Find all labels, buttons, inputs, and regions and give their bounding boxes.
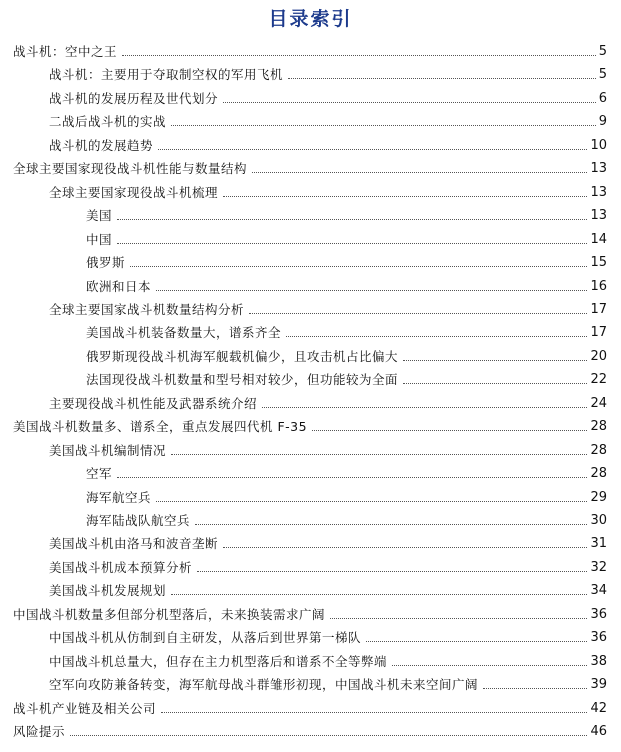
dot-leader (158, 149, 587, 150)
dot-leader (262, 407, 587, 408)
dot-leader (483, 688, 587, 689)
toc-entry-page: 36 (590, 630, 607, 646)
dot-leader (156, 290, 587, 291)
toc-entry-page: 32 (590, 559, 607, 575)
toc-entry[interactable] (49, 390, 607, 412)
dot-leader (171, 454, 587, 455)
toc-entry[interactable] (13, 155, 607, 177)
dot-leader (312, 430, 587, 431)
toc-entry-page: 28 (590, 466, 607, 482)
toc-entry-text: 战斗机产业链及相关公司 (13, 700, 157, 716)
toc-entry-text: 美国战斗机由洛马和波音垄断 (49, 536, 219, 552)
dot-leader (249, 313, 587, 314)
dot-leader (171, 125, 596, 126)
toc-entry-page: 17 (590, 301, 607, 317)
toc-entry[interactable] (86, 249, 607, 271)
toc-entry[interactable] (49, 179, 607, 201)
toc-entry-text: 中国战斗机从仿制到自主研发，从落后到世界第一梯队 (49, 630, 362, 646)
toc-entry-page: 13 (590, 161, 607, 177)
toc-entry[interactable] (86, 226, 607, 248)
dot-leader (197, 571, 587, 572)
toc-entry-text: 全球主要国家战斗机数量结构分析 (49, 301, 245, 317)
toc-entry[interactable] (49, 61, 607, 83)
dot-leader (70, 735, 587, 736)
toc-entry-text: 战斗机的发展历程及世代划分 (49, 90, 219, 106)
toc-entry-text: 海军航空兵 (86, 489, 152, 505)
toc-entry-page: 15 (590, 255, 607, 271)
toc-entry[interactable] (86, 273, 607, 295)
toc-entry-page: 30 (590, 513, 607, 528)
toc-entry-text: 中国战斗机数量多但部分机型落后，未来换装需求广阔 (13, 606, 326, 622)
toc-entry[interactable] (49, 554, 607, 576)
dot-leader (286, 336, 587, 337)
toc-entry[interactable] (13, 695, 607, 717)
toc-entry-page: 5 (598, 67, 607, 83)
dot-leader (130, 266, 587, 267)
toc-entry[interactable] (49, 437, 607, 459)
dot-leader (392, 665, 587, 666)
toc-entry-text: 美国战斗机编制情况 (49, 442, 167, 458)
toc-entry-text: 美国战斗机成本预算分析 (49, 559, 193, 575)
toc-entry-text: 美国战斗机装备数量大，谱系齐全 (86, 325, 282, 341)
dot-leader (117, 219, 587, 220)
toc-entry-page: 39 (590, 677, 607, 693)
toc-entry[interactable] (13, 413, 607, 435)
toc-entry-page: 20 (590, 348, 607, 364)
toc-entry-page: 22 (590, 372, 607, 388)
toc-entry[interactable] (86, 366, 607, 388)
toc-entry-text: 战斗机：主要用于夺取制空权的军用飞机 (49, 67, 284, 83)
toc-entry-page: 31 (590, 536, 607, 552)
toc-entry[interactable] (49, 671, 607, 693)
toc-entry-page: 24 (590, 395, 607, 411)
toc-entry-page: 5 (598, 44, 607, 59)
toc-entry[interactable] (49, 132, 607, 154)
toc-entry-text: 中国 (86, 231, 113, 247)
toc-title: 目录索引 (268, 8, 353, 30)
toc-entry[interactable] (86, 319, 607, 341)
toc-entry-text: 美国战斗机数量多、谱系全，重点发展四代机 F-35 (13, 419, 308, 435)
dot-leader (161, 712, 587, 713)
toc-entry[interactable] (49, 648, 607, 670)
toc-entry[interactable] (86, 484, 607, 506)
toc-entry-page: 34 (590, 583, 607, 599)
dot-leader (288, 78, 596, 79)
dot-leader (117, 477, 587, 478)
toc-entry[interactable] (13, 601, 607, 623)
toc-entry[interactable] (86, 343, 607, 365)
dot-leader (252, 172, 587, 173)
toc-entry-text: 法国现役战斗机数量和型号相对较少，但功能较为全面 (86, 372, 399, 388)
dot-leader (117, 243, 587, 244)
dot-leader (223, 196, 587, 197)
toc-entry-page: 10 (590, 137, 607, 153)
toc-entry-page: 9 (598, 114, 607, 130)
toc-entry-page: 28 (590, 442, 607, 458)
toc-entry-page: 17 (590, 325, 607, 341)
toc-entry[interactable] (49, 530, 607, 552)
toc-entry-text: 美国战斗机发展规划 (49, 583, 167, 599)
toc-entry-text: 二战后战斗机的实战 (49, 114, 167, 130)
dot-leader (156, 501, 587, 502)
toc-entry-text: 中国战斗机总量大，但存在主力机型落后和谱系不全等弊端 (49, 653, 388, 669)
dot-leader (403, 383, 587, 384)
toc-entry[interactable] (86, 507, 607, 529)
toc-entry[interactable] (86, 460, 607, 482)
dot-leader (403, 360, 587, 361)
toc-entry-text: 战斗机的发展趋势 (49, 137, 154, 153)
toc-entry[interactable] (49, 577, 607, 599)
toc-entry-text: 俄罗斯 (86, 255, 126, 271)
toc-entry[interactable] (86, 202, 607, 224)
toc-entry-text: 风险提示 (13, 724, 66, 740)
toc-entry-page: 42 (590, 700, 607, 716)
toc-entry-text: 欧洲和日本 (86, 278, 152, 294)
toc-entry-page: 46 (590, 724, 607, 740)
toc-entry-page: 16 (590, 278, 607, 294)
toc-entry-text: 空军 (86, 466, 113, 482)
toc-entry-text: 全球主要国家现役战斗机性能与数量结构 (13, 161, 248, 177)
dot-leader (122, 55, 596, 56)
toc-entry[interactable] (49, 296, 607, 318)
toc-entry-text: 全球主要国家现役战斗机梳理 (49, 184, 219, 200)
toc-entry-text: 空军向攻防兼备转变，海军航母战斗群雏形初现，中国战斗机未来空间广阔 (49, 677, 479, 693)
dot-leader (171, 594, 587, 595)
toc-entry-page: 13 (590, 184, 607, 200)
toc-entry-text: 俄罗斯现役战斗机海军舰载机偏少，且攻击机占比偏大 (86, 348, 399, 364)
toc-entry-page: 36 (590, 606, 607, 622)
toc-entry-text: 美国 (86, 208, 113, 224)
toc-entry-page: 6 (598, 90, 607, 106)
dot-leader (223, 102, 596, 103)
toc-entry-page: 29 (590, 489, 607, 505)
toc-entry-text: 海军陆战队航空兵 (86, 513, 191, 528)
dot-leader (195, 524, 587, 525)
toc-entry-page: 38 (590, 653, 607, 669)
toc-entry[interactable] (13, 38, 607, 60)
toc-entry-page: 14 (590, 231, 607, 247)
toc-entry[interactable] (49, 85, 607, 107)
toc-entry[interactable] (13, 718, 607, 740)
toc-entry-text: 主要现役战斗机性能及武器系统介绍 (49, 395, 258, 411)
toc-entry-text: 战斗机：空中之王 (13, 44, 118, 59)
toc-entry-page: 13 (590, 208, 607, 224)
toc-entry-page: 28 (590, 419, 607, 435)
toc-entry[interactable] (49, 108, 607, 130)
dot-leader (223, 547, 587, 548)
dot-leader (366, 641, 587, 642)
toc-entry[interactable] (49, 624, 607, 646)
dot-leader (330, 618, 587, 619)
